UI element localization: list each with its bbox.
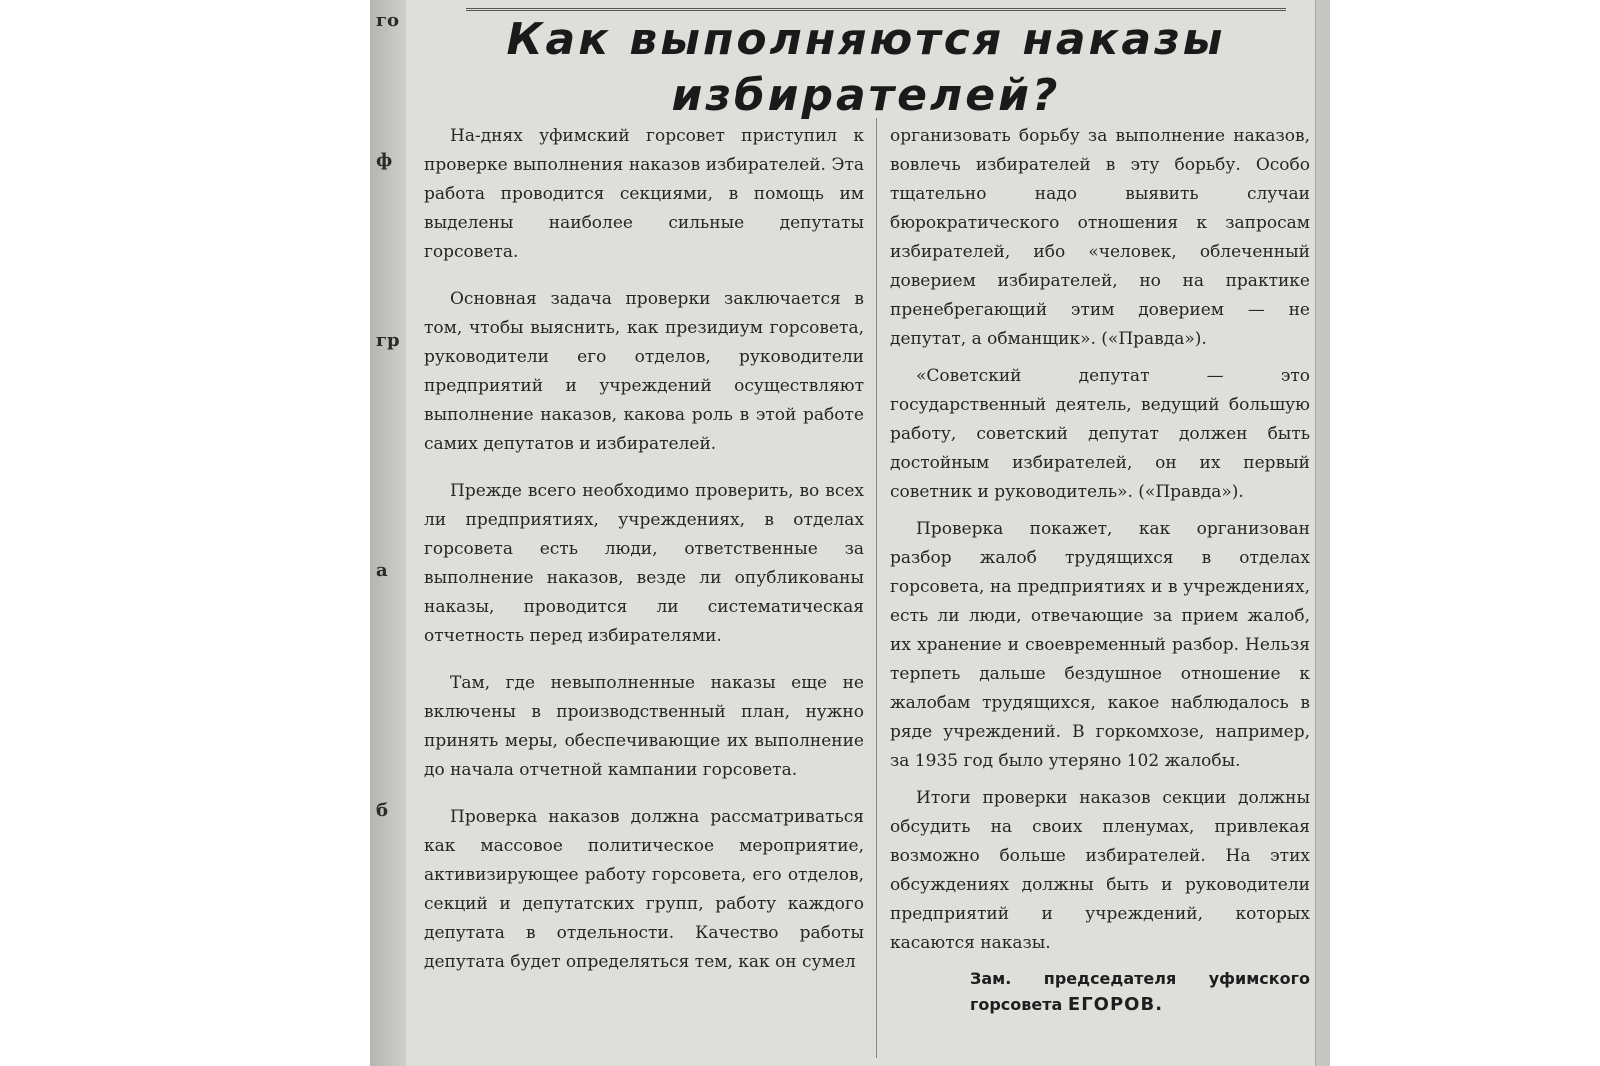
column-divider [876,118,877,1058]
paragraph: Проверка покажет, как организован разбор жалоб трудящихся в отделах горсовета, на предприятиях и в учреждениях, есть ли люди, отвечающие за прием жалоб, их хранение и своевременный разбор. Нельзя терпеть дальше бездушное отношение к жалобам трудящихся, какое наблюдалось в ряде учреждений. В горкомхозе, например, за 1935 год было утеряно 102 жалобы. [890,519,1310,771]
adjacent-page-strip [370,0,407,1066]
margin-fragment: а [376,560,388,581]
paragraph-continuation: организовать борьбу за выполнение наказов, вовлечь избирателей в эту борьбу. Особо тщательно надо выявить случаи бюрократического отношения к запросам избирателей, ибо «человек, облеченный доверием избирателей, но на практике пренебрегающий этим доверием — не депутат, а обманщик». («Правда»). [890,126,1310,349]
paragraph: Проверка наказов должна рассматриваться как массовое политическое мероприятие, активизирующее работу горсовета, его отделов, секций и депутатских групп, работу каждого депутата в отдельности. Качество работы депутата будет определяться тем, как он сумел [424,807,864,972]
paragraph: Прежде всего необходимо проверить, во всех ли предприятиях, учреждениях, в отделах горсовета есть люди, ответственные за выполнение наказов, везде ли опубликованы наказы, проводится ли систематическая отчетность перед избирателями. [424,481,864,646]
margin-fragment: б [376,800,389,821]
paragraph: Там, где невыполненные наказы еще не включены в производственный план, нужно принять меры, обеспечивающие их выполнение до начала отчетной кампании горсовета. [424,673,864,780]
article-headline: Как выполняются наказы избирателей? [506,14,1226,121]
author-title: Зам. председателя уфимского горсовета [970,969,1310,1014]
margin-fragment: ф [376,150,393,171]
author-signature [890,966,1310,1018]
page-edge [1315,0,1330,1066]
right-column [890,122,1310,1018]
paragraph: Основная задача проверки заключается в том, чтобы выяснить, как президиум горсовета, руководители его отделов, руководители предприятий и учреждений осуществляют выполнение наказов, какова роль в этой работе самих депутатов и избирателей. [424,289,864,454]
paragraph: «Советский депутат — это государственный деятель, ведущий большую работу, советский депутат должен быть достойным избирателей, он их первый советник и руководитель». («Правда»). [890,366,1310,502]
paragraph: На-днях уфимский горсовет приступил к проверке выполнения наказов избирателей. Эта работа проводится секциями, в помощь им выделены наиболее сильные депутаты горсовета. [424,126,864,262]
margin-fragment: гр [376,330,400,351]
top-rule [466,8,1286,11]
article-page [406,0,1316,1066]
paragraph: Итоги проверки наказов секции должны обсудить на своих пленумах, привлекая возможно больше избирателей. На этих обсуждениях должны быть и руководители предприятий и учреждений, которых касаются наказы. [890,788,1310,953]
margin-fragment: го [376,10,400,31]
author-name: ЕГОРОВ. [1067,994,1164,1015]
newspaper-clipping [370,0,1330,1066]
left-column [424,122,864,995]
